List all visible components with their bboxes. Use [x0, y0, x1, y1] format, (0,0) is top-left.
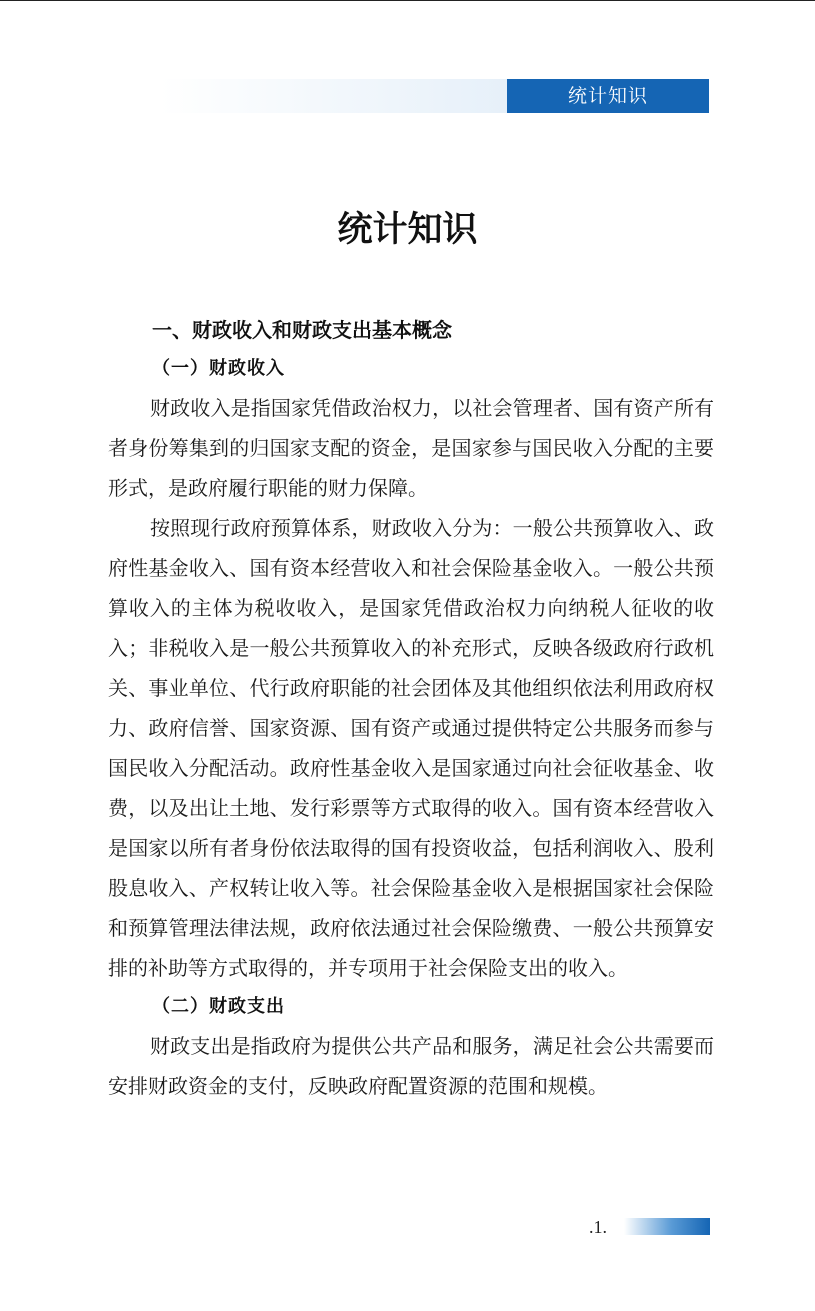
paragraph-income-definition: 财政收入是指国家凭借政治权力，以社会管理者、国有资产所有者身份筹集到的归国家支配的资金，是国家参与国民收入分配的主要形式，是政府履行职能的财力保障。 [108, 396, 714, 500]
section-heading: 一、财政收入和财政支出基本概念 [152, 318, 452, 342]
page-number: .1. [589, 1217, 607, 1237]
top-border-rule [0, 0, 815, 1]
paragraph-income-classification: 按照现行政府预算体系，财政收入分为：一般公共预算收入、政府性基金收入、国有资本经营收入和社会保险基金收入。一般公共预算收入的主体为税收收入，是国家凭借政治权力向纳税人征收的收入；非税收入是一般公共预算收入的补充形式，反映各级政府行政机关、事业单位、代行政府职能的社会团体及其他组织依法利用政府权力、政府信誉、国家资源、国有资产或通过提供特定公共服务而参与国民收入分配活动。政府性基金收入是国家通过向社会征收基金、收费，以及出让土地、发行彩票等方式取得的收入。国有资本经营收入是国家以所有者身份依法取得的国有投资收益，包括利润收入、股利股息收入、产权转让收入等。社会保险基金收入是根据国家社会保险和预算管理法律法规，政府依法通过社会保险缴费、一般公共预算安排的补助等方式取得的，并专项用于社会保险支出的收入。 [108, 516, 714, 980]
header-gradient-band [160, 79, 508, 113]
article-body [108, 312, 714, 1106]
header-section-tag: 统计知识 [507, 79, 709, 113]
page-title: 统计知识 [337, 210, 478, 250]
subsection-heading-income: （一）财政收入 [152, 358, 285, 379]
paragraph-expenditure-definition: 财政支出是指政府为提供公共产品和服务，满足社会公共需要而安排财政资金的支付，反映政府配置资源的范围和规模。 [108, 1034, 714, 1098]
footer-gradient-bar [624, 1218, 710, 1235]
subsection-heading-expenditure: （二）财政支出 [152, 996, 285, 1017]
